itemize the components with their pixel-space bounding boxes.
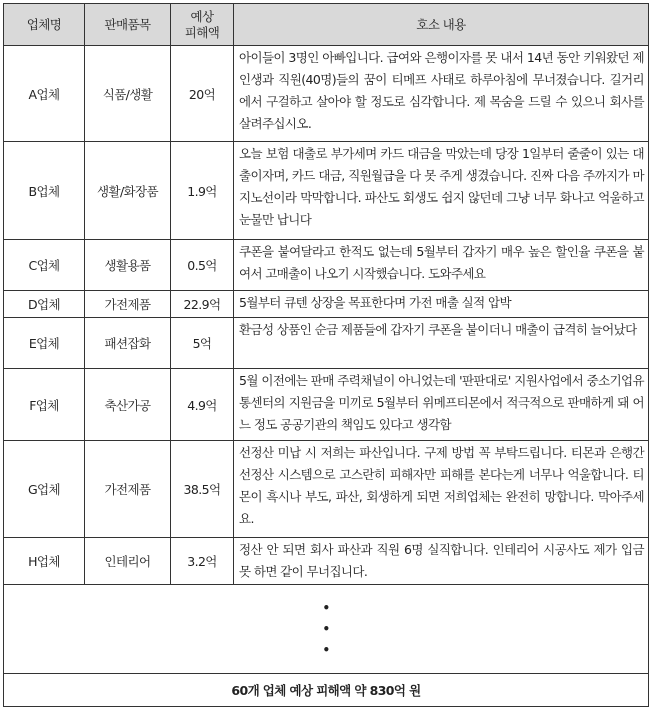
item-cell: 가전제품 [85, 441, 171, 538]
item-cell: 축산가공 [85, 369, 171, 441]
item-cell: 생활/화장품 [85, 142, 171, 240]
company-cell: A업체 [4, 46, 85, 142]
company-cell: E업체 [4, 318, 85, 369]
item-cell: 가전제품 [85, 291, 171, 318]
complaint-cell: 정산 안 되면 회사 파산과 직원 6명 실직합니다. 인테리어 시공사도 제가 입금 못 하면 같이 무너집니다. [234, 538, 649, 585]
ellipsis-row [4, 585, 649, 674]
damage-cell: 0.5억 [171, 240, 234, 291]
damage-cell: 20억 [171, 46, 234, 142]
table-row [4, 369, 649, 441]
company-cell: C업체 [4, 240, 85, 291]
table-row [4, 441, 649, 538]
table-row [4, 142, 649, 240]
table-row [4, 318, 649, 369]
table-row [4, 46, 649, 142]
complaint-cell: 쿠폰을 붙여달라고 한적도 없는데 5월부터 갑자기 매우 높은 할인율 쿠폰을 붙여서 고매출이 나오기 시작했습니다. 도와주세요 [234, 240, 649, 291]
table-row [4, 291, 649, 318]
header-complaint: 호소 내용 [234, 4, 649, 46]
complaint-cell: 5월 이전에는 판매 주력채널이 아니었는데 '판판대로' 지원사업에서 중소기업유통센터의 지원금을 미끼로 5월부터 위메프티몬에서 적극적으로 판매하게 돼 어느 정도 공공기관의 책임도 있다고 생각함 [234, 369, 649, 441]
item-cell: 생활용품 [85, 240, 171, 291]
damage-cell: 3.2억 [171, 538, 234, 585]
footer-row [4, 674, 649, 707]
ellipsis-dot: • [322, 642, 330, 657]
table-row [4, 538, 649, 585]
company-cell: F업체 [4, 369, 85, 441]
table-row [4, 240, 649, 291]
header-row [4, 4, 649, 46]
total-damage-summary: 60개 업체 예상 피해액 약 830억 원 [4, 674, 649, 707]
ellipsis-cell [4, 585, 649, 674]
ellipsis-dot: • [322, 600, 330, 615]
company-cell: D업체 [4, 291, 85, 318]
header-item: 판매품목 [85, 4, 171, 46]
company-cell: B업체 [4, 142, 85, 240]
damage-cell: 38.5억 [171, 441, 234, 538]
item-cell: 식품/생활 [85, 46, 171, 142]
ellipsis-dot: • [322, 621, 330, 636]
header-company: 업체명 [4, 4, 85, 46]
company-cell: H업체 [4, 538, 85, 585]
complaint-cell: 5월부터 큐텐 상장을 목표한다며 가전 매출 실적 압박 [234, 291, 649, 318]
complaint-cell: 오늘 보험 대출로 부가세며 카드 대금을 막았는데 당장 1일부터 줄줄이 있는 대출이자며, 카드 대금, 직원월급을 다 못 주게 생겼습니다. 진짜 다음 주까지가 마지노선이라 막막합니다. 파산도 회생도 쉽지 않던데 그냥 너무 화나고 억울하고 눈물만 납니다 [234, 142, 649, 240]
damage-cell: 4.9억 [171, 369, 234, 441]
header-damage [171, 4, 234, 46]
complaint-cell: 환금성 상품인 순금 제품들에 갑자기 쿠폰을 붙이더니 매출이 급격히 늘어났다 [234, 318, 649, 369]
item-cell: 패션잡화 [85, 318, 171, 369]
header-damage-line2: 피해액 [184, 24, 220, 40]
complaint-cell: 선정산 미납 시 저희는 파산입니다. 구제 방법 꼭 부탁드립니다. 티몬과 은행간 선정산 시스템으로 고스란히 피해자만 피해를 본다는게 너무나 억울합니다. 티몬이 흑시나 부도, 파산, 회생하게 되면 저희업체는 완전히 망합니다. 막아주세요. [234, 441, 649, 538]
damage-cell: 22.9억 [171, 291, 234, 318]
item-cell: 인테리어 [85, 538, 171, 585]
complaint-cell: 아이들이 3명인 아빠입니다. 급여와 은행이자를 못 내서 14년 동안 키워왔던 제 인생과 직원(40명)들의 꿈이 티메프 사태로 하루아침에 무너졌습니다. 길거리에서 구걸하고 살아야 할 정도로 심각합니다. 제 목숨을 드릴 수 있으니 회사를 살려주십시오. [234, 46, 649, 142]
complaint-table [3, 3, 649, 707]
damage-cell: 5억 [171, 318, 234, 369]
damage-cell: 1.9억 [171, 142, 234, 240]
header-damage-line1: 예상 [190, 8, 214, 24]
company-cell: G업체 [4, 441, 85, 538]
